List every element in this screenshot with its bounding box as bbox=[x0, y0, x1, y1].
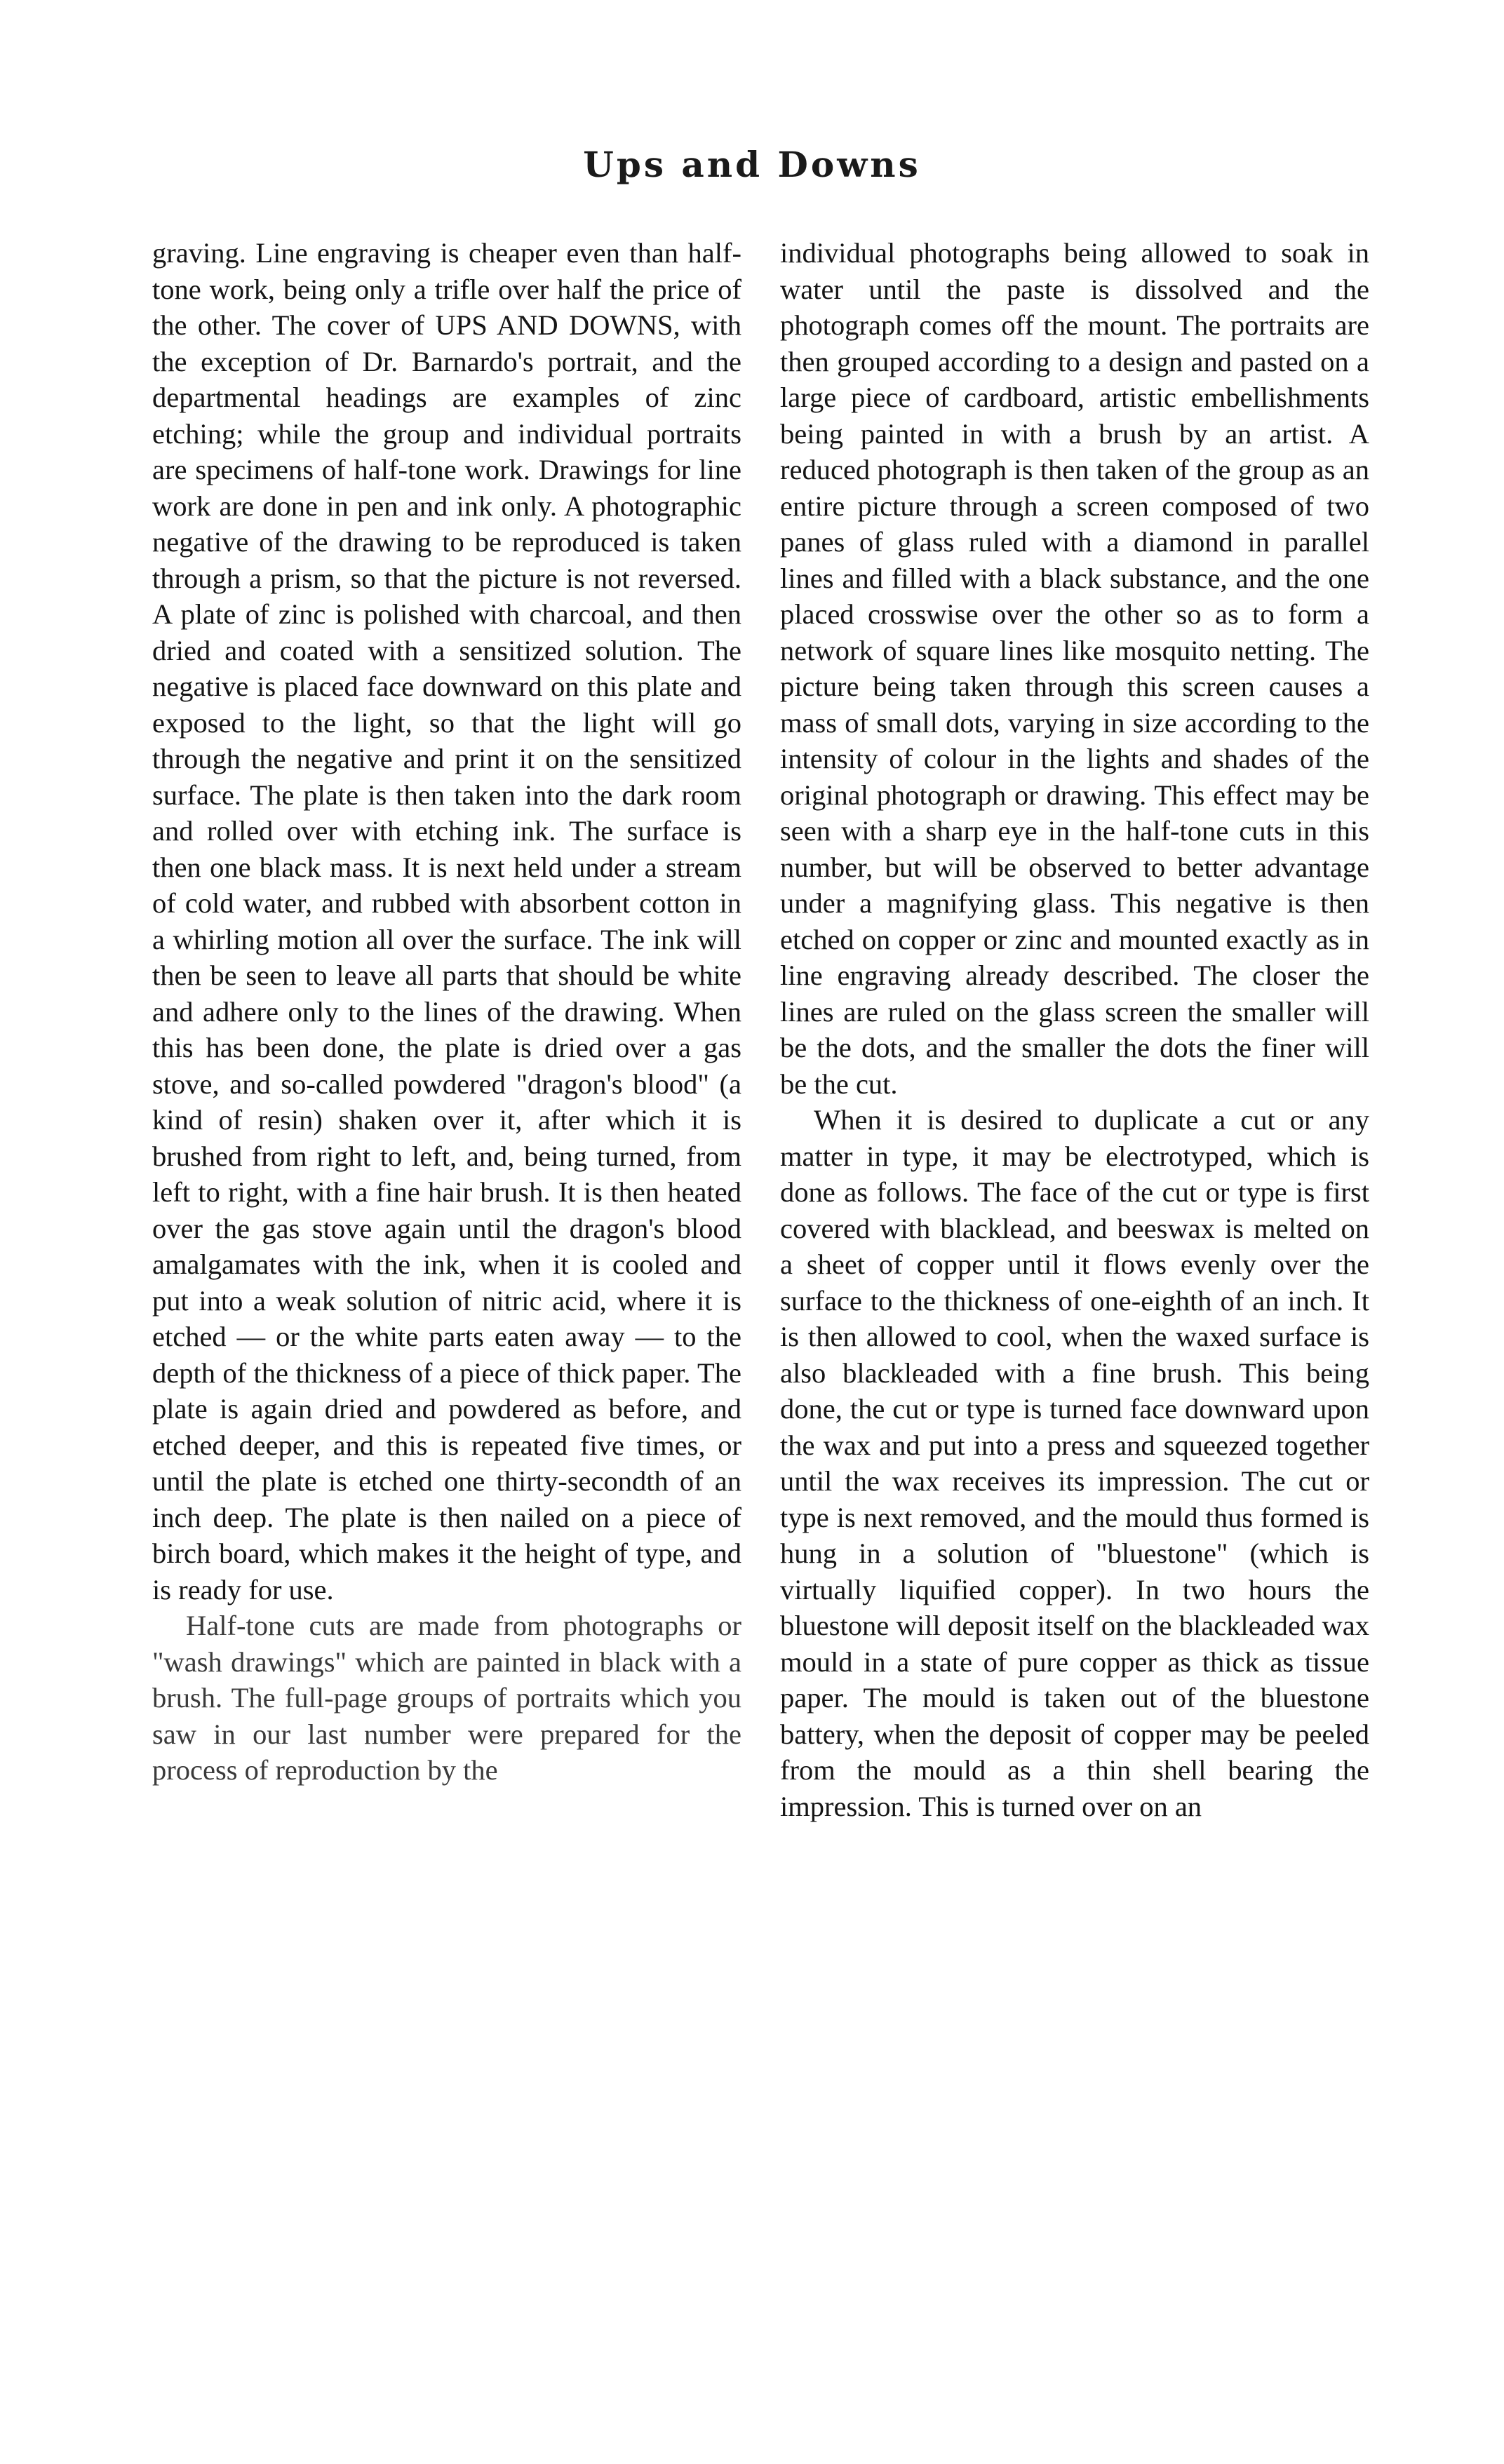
paragraph: When it is desired to duplicate a cut or any matter in type, it may be electrotyped, which is done as follows. The face of the cut or type is first covered with blacklead, and beeswax is melted on a sheet of copper until it flows evenly over the surface to the thickness of one-eighth of an inch. It is then allowed to cool, when the waxed surface is also blackleaded with a fine brush. This being done, the cut or type is turned face downward upon the wax and put into a press and squeezed together until the wax receives its impression. The cut or type is next removed, and the mould thus formed is hung in a solution of "bluestone" (which is virtually liquified copper). In two hours the bluestone will deposit itself on the blackleaded wax mould in a state of pure copper as thick as tissue paper. The mould is taken out of the bluestone battery, when the deposit of copper may be peeled from the mould as a thin shell bearing the impression. This is turned over on an bbox=[780, 1104, 1369, 1822]
running-head-title: Ups and Downs bbox=[583, 144, 921, 185]
right-column bbox=[780, 235, 1369, 1824]
left-column bbox=[152, 235, 741, 1789]
paragraph: Half-tone cuts are made from photographs or "wash drawings" which are painted in black with a brush. The full-page groups of portraits which you saw in our last number were prepared for the process of reproduction by the bbox=[152, 1610, 741, 1786]
paragraph: individual photographs being allowed to soak in water until the paste is dissolved and the photograph comes off the mount. The portraits are then grouped according to a design and pasted on a large piece of cardboard, artistic embellishments being painted in with a brush by an artist. A reduced photograph is then taken of the group as an entire picture through a screen composed of two panes of glass ruled with a diamond in parallel lines and filled with a black substance, and the one placed crosswise over the other so as to form a network of square lines like mosquito netting. The picture being taken through this screen causes a mass of small dots, varying in size according to the intensity of colour in the lights and shades of the original photograph or drawing. This effect may be seen with a sharp eye in the half-tone cuts in this number, but will be observed to better advantage under a magnifying glass. This negative is then etched on copper or zinc and mounted exactly as in line engraving already described. The closer the lines are ruled on the glass screen the smaller will be the dots, and the smaller the dots the finer will be the cut. bbox=[780, 237, 1369, 1100]
paragraph: graving. Line engraving is cheaper even than half-tone work, being only a trifle over half the price of the other. The cover of UPS AND DOWNS, with the exception of Dr. Barnardo's portrait, and the departmental headings are examples of zinc etching; while the group and individual portraits are specimens of half-tone work. Drawings for line work are done in pen and ink only. A photographic negative of the drawing to be reproduced is taken through a prism, so that the picture is not reversed. A plate of zinc is polished with charcoal, and then dried and coated with a sensitized solution. The negative is placed face downward on this plate and exposed to the light, so that the light will go through the negative and print it on the sensitized surface. The plate is then taken into the dark room and rolled over with etching ink. The surface is then one black mass. It is next held under a stream of cold water, and rubbed with absorbent cotton in a whirling motion all over the surface. The ink will then be seen to leave all parts that should be white and adhere only to the lines of the drawing. When this has been done, the plate is dried over a gas stove, and so-called powdered "dragon's blood" (a kind of resin) shaken over it, after which it is brushed from right to left, and, being turned, from left to right, with a fine hair brush. It is then heated over the gas stove again until the dragon's blood amalgamates with the ink, when it is cooled and put into a weak solution of nitric acid, where it is etched — or the white parts eaten away — to the depth of the thickness of a piece of thick paper. The plate is again dried and powdered as before, and etched deeper, and this is repeated five times, or until the plate is etched one thirty-secondth of an inch deep. The plate is then nailed on a piece of birch board, which makes it the height of type, and is ready for use. bbox=[152, 237, 741, 1605]
